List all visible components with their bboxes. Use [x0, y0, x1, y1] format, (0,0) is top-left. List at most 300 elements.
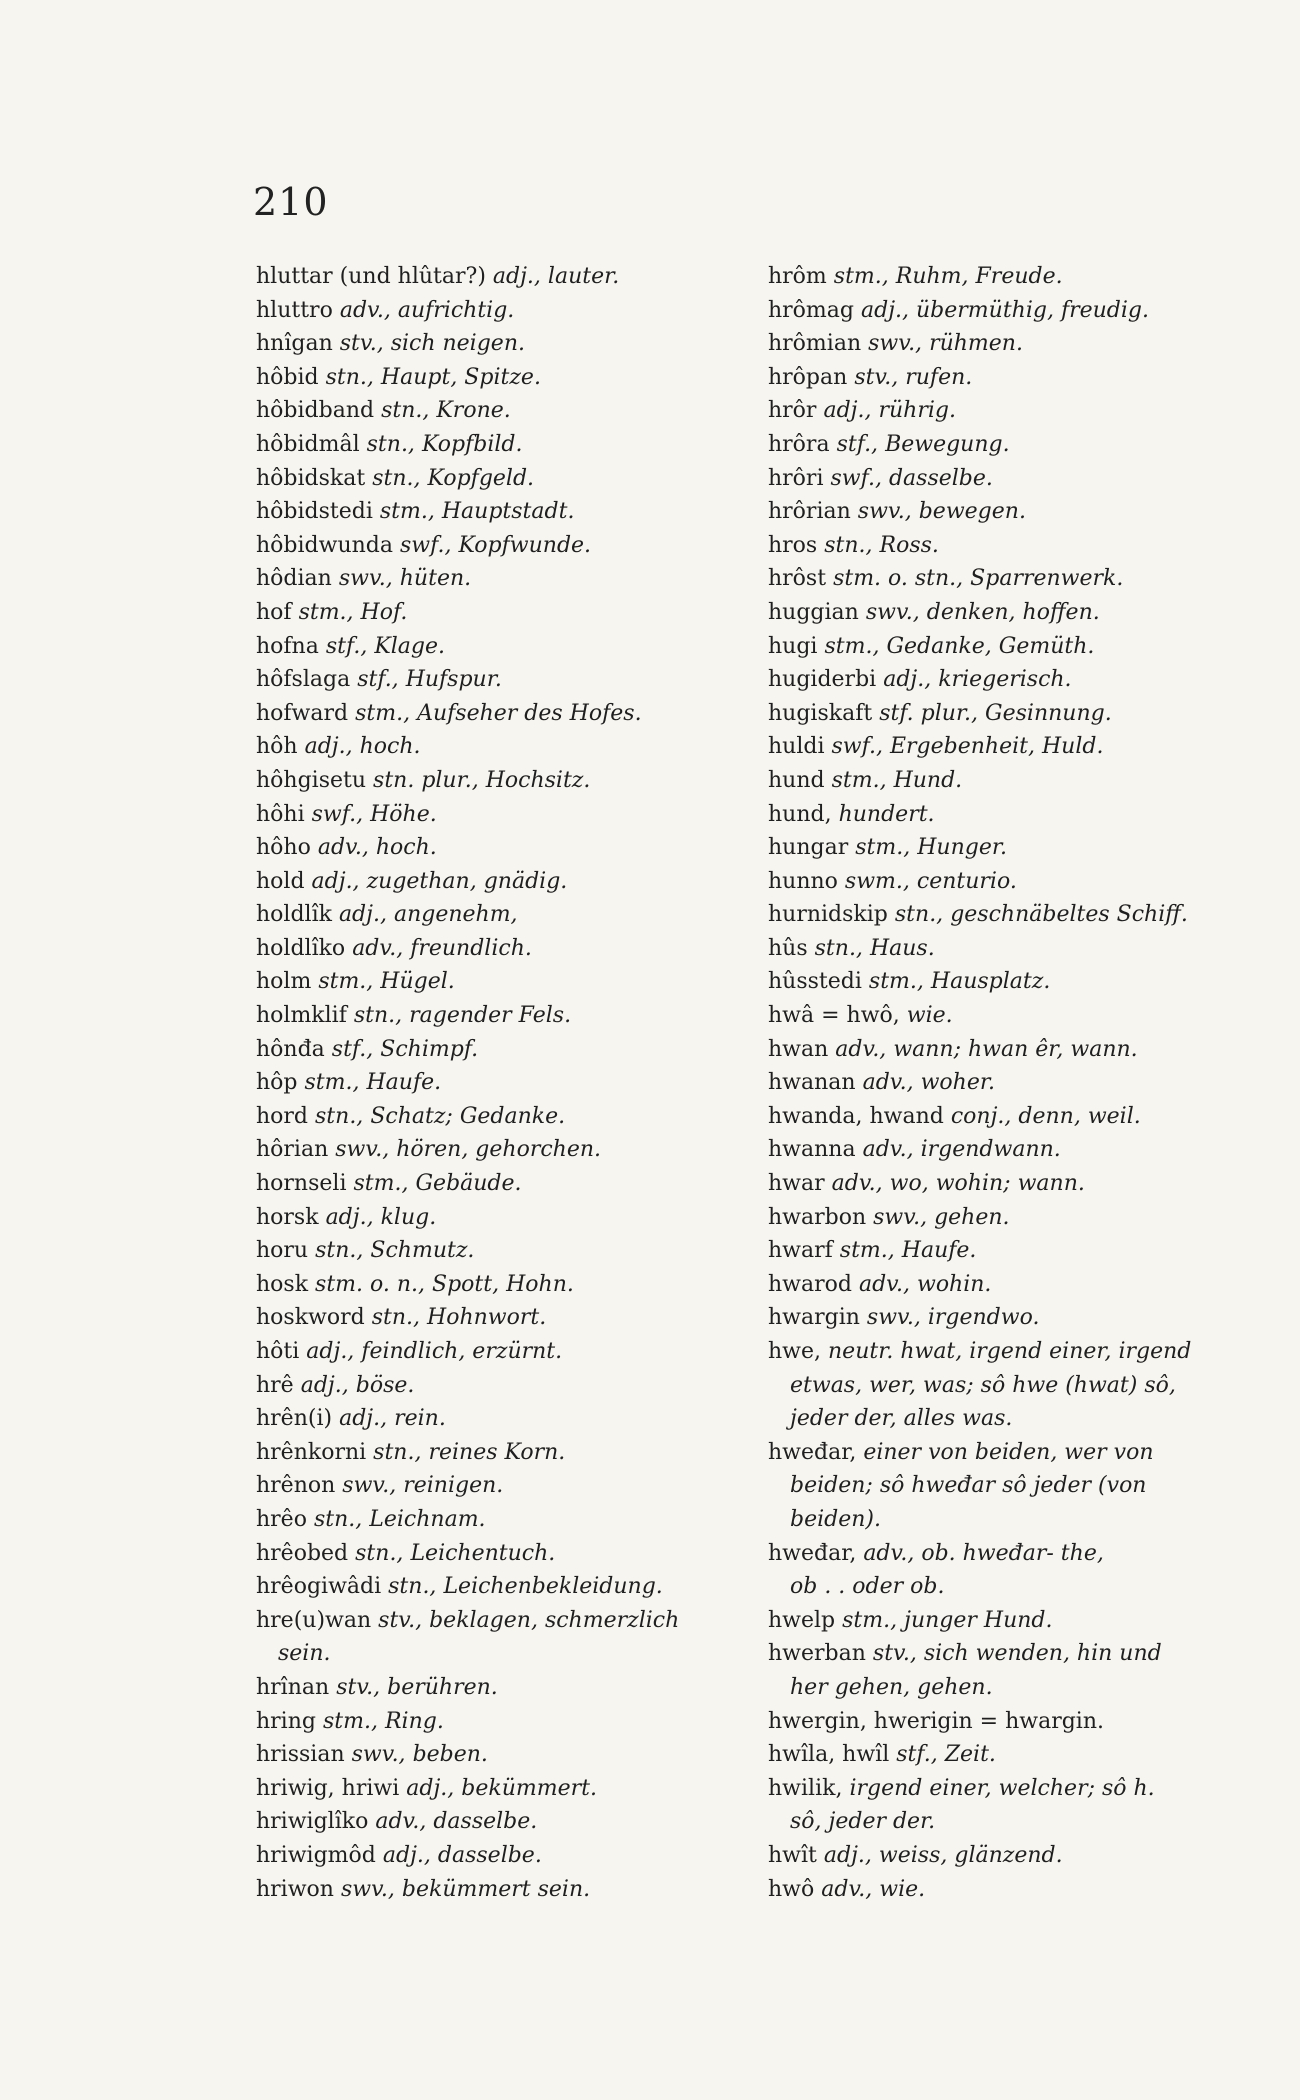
- dictionary-entry: [256, 327, 756, 361]
- entry-definition: lauter.: [547, 264, 620, 289]
- entry-definition: rührig.: [878, 398, 956, 424]
- entry-headword: hornseli: [256, 1171, 347, 1197]
- entry-grammar: stm.,: [298, 599, 354, 625]
- entry-headword: hrôpan: [768, 364, 848, 390]
- entry-definition: geschnäbeltes Schiff.: [950, 902, 1188, 928]
- entry-continuation: etwas, wer, was; sô hwe (hwat) sô,: [790, 1372, 1176, 1398]
- dictionary-entry: [768, 965, 1234, 999]
- entry-grammar: adj.,: [325, 1204, 374, 1230]
- entry-definition: reines Korn.: [428, 1439, 566, 1465]
- entry-headword: hôdian: [256, 566, 332, 592]
- dictionary-entry: [256, 1805, 756, 1839]
- entry-first-line: [256, 965, 756, 999]
- entry-first-line: [768, 529, 1234, 563]
- entry-definition: Hunger.: [917, 835, 1007, 861]
- dictionary-entry: [768, 294, 1234, 328]
- entry-grammar: adj.,: [883, 667, 932, 693]
- dictionary-entry: [768, 831, 1234, 865]
- dictionary-entry: [768, 1705, 1234, 1739]
- entry-headword: hwarod: [768, 1271, 852, 1297]
- dictionary-entry: [256, 1268, 756, 1302]
- dictionary-entry: [768, 764, 1234, 798]
- entry-first-line: [768, 630, 1234, 664]
- dictionary-entry: [256, 1234, 756, 1268]
- entry-definition: Hausplatz.: [930, 969, 1051, 995]
- entry-grammar: swv.,: [857, 499, 912, 525]
- entry-definition: dasselbe.: [433, 1809, 538, 1835]
- entry-first-line: [768, 898, 1234, 932]
- entry-grammar: swf.,: [399, 532, 452, 558]
- dictionary-entry: [768, 1133, 1234, 1167]
- entry-first-line: [768, 999, 1234, 1033]
- entry-definition: Leichentuch.: [410, 1540, 556, 1566]
- entry-definition: Gedanke, Gemüth.: [886, 633, 1095, 659]
- dictionary-entry: [768, 1167, 1234, 1201]
- entry-headword: hôbidstedi: [256, 499, 373, 525]
- entry-definition: ragender Fels.: [409, 1003, 572, 1029]
- entry-definition: Sparrenwerk.: [970, 566, 1124, 592]
- entry-definition: dasselbe.: [888, 465, 993, 491]
- entry-grammar: stn.,: [894, 902, 944, 928]
- entry-definition: Hund.: [893, 767, 963, 793]
- entry-first-line: [768, 663, 1234, 697]
- entry-definition: böse.: [355, 1372, 415, 1398]
- entry-grammar: swv.,: [873, 1204, 928, 1230]
- entry-grammar: stf. plur.,: [879, 700, 979, 726]
- entry-grammar: stm.,: [833, 264, 889, 289]
- entry-headword: hungar: [768, 835, 849, 861]
- entry-definition: Haus.: [869, 935, 935, 961]
- entry-headword: hrêo: [256, 1506, 307, 1532]
- entry-headword: hwarbon: [768, 1204, 867, 1230]
- entry-definition: Haufe.: [366, 1070, 442, 1096]
- entry-definition: irgendwann.: [920, 1137, 1061, 1163]
- entry-definition: Bewegung.: [885, 431, 1010, 457]
- entry-first-line: [256, 1369, 756, 1403]
- entry-grammar: stn.,: [315, 1103, 364, 1129]
- dictionary-entry: [768, 1335, 1234, 1436]
- entry-grammar: adj.,: [823, 398, 872, 424]
- entry-definition: Ross.: [879, 532, 939, 558]
- dictionary-entry: [256, 1738, 756, 1772]
- entry-headword: hrêogiwâdi: [256, 1574, 382, 1600]
- entry-first-line: [768, 260, 1234, 294]
- entry-definition: beben.: [412, 1742, 488, 1768]
- entry-headword: hrôst: [768, 566, 827, 592]
- entry-grammar: adj.,: [339, 1406, 388, 1432]
- entry-headword: hriwiglîko: [256, 1809, 369, 1835]
- entry-grammar: stn.,: [355, 1540, 404, 1566]
- entry-first-line: [256, 932, 756, 966]
- entry-grammar: adv.,: [862, 1137, 914, 1163]
- dictionary-entry: [768, 1537, 1234, 1604]
- entry-first-line: [256, 898, 756, 932]
- entry-first-line: [256, 1873, 756, 1907]
- entry-grammar: swv.,: [340, 1876, 395, 1902]
- entry-headword: hôfslaga: [256, 667, 351, 693]
- entry-first-line: [256, 428, 756, 462]
- entry-definition: feindlich, erzürnt.: [361, 1339, 563, 1364]
- entry-grammar: adj.,: [382, 1842, 431, 1868]
- entry-grammar: stn.,: [388, 1574, 437, 1600]
- dictionary-entry: [768, 1604, 1234, 1638]
- entry-headword: hwît: [768, 1842, 817, 1868]
- entry-first-line: [768, 1133, 1234, 1167]
- entry-grammar: stn.,: [371, 1305, 421, 1331]
- entry-first-line: [256, 1604, 756, 1638]
- entry-first-line: [768, 1839, 1234, 1873]
- entry-first-line: [768, 932, 1234, 966]
- entry-definition: weiss, glänzend.: [878, 1842, 1063, 1868]
- entry-grammar: adv.,: [352, 935, 404, 961]
- entry-first-line: [768, 1604, 1234, 1638]
- entry-headword: hrômian: [768, 331, 862, 357]
- entry-first-line: [768, 865, 1234, 899]
- entry-definition: hüten.: [399, 566, 472, 592]
- entry-definition: junger Hund.: [904, 1607, 1053, 1633]
- dictionary-entry: [768, 260, 1234, 294]
- dictionary-entry: [768, 663, 1234, 697]
- entry-headword: hwilik,: [768, 1775, 843, 1801]
- dictionary-entry: [256, 1772, 756, 1806]
- entry-definition: Haupt, Spitze.: [380, 364, 541, 390]
- dictionary-entry: [768, 596, 1234, 630]
- dictionary-entry: [256, 260, 756, 294]
- entry-grammar: adj.,: [304, 734, 353, 760]
- entry-headword: hrên(i): [256, 1406, 333, 1432]
- entry-definition: sich wenden, hin und: [923, 1641, 1162, 1667]
- dictionary-entry: [768, 999, 1234, 1033]
- entry-grammar: adv.,: [375, 1809, 427, 1835]
- dictionary-entry: [256, 1033, 756, 1067]
- entry-headword: hônđa: [256, 1036, 325, 1062]
- entry-definition: wie.: [906, 1003, 953, 1029]
- entry-first-line: [256, 1268, 756, 1302]
- entry-headword: hwâ = hwô,: [768, 1003, 900, 1029]
- entry-first-line: [768, 1100, 1234, 1134]
- dictionary-entry: [768, 730, 1234, 764]
- entry-first-line: [256, 999, 756, 1033]
- entry-first-line: [256, 1503, 756, 1537]
- entry-headword: hweđar,: [768, 1540, 857, 1566]
- entry-first-line: [768, 831, 1234, 865]
- entry-first-line: [256, 1570, 756, 1604]
- entry-first-line: [768, 730, 1234, 764]
- entry-grammar: swv.,: [338, 566, 393, 592]
- entry-continuation: jeder der, alles was.: [790, 1406, 1013, 1432]
- entry-grammar: stm.,: [868, 969, 924, 995]
- entry-headword: hôbidmâl: [256, 431, 360, 457]
- entry-grammar: adv.,: [831, 1171, 883, 1197]
- entry-definition: Gesinnung.: [985, 700, 1112, 726]
- entry-grammar: adj.,: [406, 1775, 455, 1801]
- entry-definition: Kopfbild.: [421, 431, 523, 457]
- entry-headword: hosk: [256, 1271, 309, 1297]
- entry-headword: hrômag: [768, 297, 854, 323]
- dictionary-entry: [768, 1234, 1234, 1268]
- entry-definition: bewegen.: [918, 499, 1026, 525]
- entry-headword: hwar: [768, 1171, 825, 1197]
- dictionary-entry: [768, 529, 1234, 563]
- dictionary-entry: [768, 1839, 1234, 1873]
- entry-headword: hwergin, hwerigin = hwargin.: [768, 1708, 1105, 1734]
- entry-definition: berühren.: [387, 1674, 498, 1700]
- entry-headword: hofna: [256, 633, 319, 659]
- dictionary-entry: [768, 495, 1234, 529]
- entry-headword: hrînan: [256, 1674, 330, 1700]
- entry-first-line: [256, 1066, 756, 1100]
- entry-definition: wo, wohin; wann.: [889, 1171, 1085, 1197]
- entry-definition: Aufseher des Hofes.: [417, 700, 642, 726]
- entry-definition: denn, weil.: [1018, 1103, 1141, 1129]
- entry-headword: hôbid: [256, 364, 319, 390]
- entry-grammar: stv.,: [336, 1674, 381, 1700]
- entry-definition: angenehm,: [393, 902, 518, 928]
- entry-first-line: [256, 1033, 756, 1067]
- entry-definition: Schimpf.: [380, 1036, 479, 1062]
- entry-first-line: [768, 1436, 1234, 1470]
- dictionary-entry: [768, 1301, 1234, 1335]
- entry-definition: kriegerisch.: [938, 667, 1072, 693]
- dictionary-entry: [256, 1301, 756, 1335]
- entry-grammar: adv.,: [858, 1271, 910, 1297]
- entry-first-line: [768, 1637, 1234, 1671]
- entry-grammar: adv.,: [317, 835, 369, 861]
- entry-definition: rein.: [394, 1406, 446, 1432]
- entry-definition: Spott, Hohn.: [432, 1271, 574, 1297]
- entry-definition: Hufspur.: [405, 667, 502, 693]
- entry-definition: aufrichtig.: [397, 297, 515, 323]
- entry-definition: hoch.: [359, 734, 421, 760]
- entry-definition: Schatz; Gedanke.: [370, 1103, 566, 1129]
- entry-first-line: [256, 1100, 756, 1134]
- dictionary-entry: [256, 831, 756, 865]
- entry-grammar: stn.,: [313, 1506, 363, 1532]
- dictionary-entry: [768, 630, 1234, 664]
- dictionary-entry: [256, 1671, 756, 1705]
- entry-definition: Hohnwort.: [427, 1305, 547, 1331]
- entry-headword: hôbidwunda: [256, 532, 393, 558]
- entry-grammar: stn.,: [353, 1003, 403, 1029]
- entry-headword: hrênkorni: [256, 1439, 367, 1465]
- entry-first-line: [768, 1537, 1234, 1571]
- entry-first-line: [256, 394, 756, 428]
- entry-first-line: [256, 1301, 756, 1335]
- entry-first-line: [768, 596, 1234, 630]
- dictionary-entry: [768, 562, 1234, 596]
- entry-definition: reinigen.: [403, 1473, 504, 1499]
- entry-grammar: swv.,: [865, 599, 920, 625]
- entry-first-line: [256, 1234, 756, 1268]
- entry-definition: bekümmert.: [461, 1775, 597, 1801]
- entry-definition: rühmen.: [929, 331, 1023, 357]
- dictionary-entry: [256, 394, 756, 428]
- dictionary-entry: [256, 932, 756, 966]
- entry-first-line: [256, 462, 756, 496]
- entry-definition: wie.: [879, 1876, 926, 1902]
- entry-grammar: stm.,: [353, 1171, 409, 1197]
- dictionary-entry: [256, 697, 756, 731]
- entry-grammar: stf.,: [357, 667, 399, 693]
- entry-headword: hof: [256, 599, 292, 625]
- entry-first-line: [256, 798, 756, 832]
- entry-headword: hluttro: [256, 297, 333, 323]
- entry-headword: holm: [256, 969, 312, 995]
- entry-first-line: [256, 1839, 756, 1873]
- entry-grammar: stf.,: [836, 431, 879, 457]
- entry-definition: Kopfgeld.: [427, 465, 535, 491]
- entry-headword: horsk: [256, 1204, 319, 1230]
- entry-first-line: [256, 495, 756, 529]
- entry-headword: hrêobed: [256, 1540, 349, 1566]
- dictionary-entry: [768, 361, 1234, 395]
- dictionary-entry: [256, 294, 756, 328]
- entry-definition: freundlich.: [410, 935, 532, 961]
- entry-grammar: swv.,: [351, 1742, 406, 1768]
- entry-definition: beklagen, schmerzlich: [429, 1607, 680, 1633]
- entry-grammar: stm.,: [318, 969, 374, 995]
- entry-first-line: [256, 730, 756, 764]
- entry-headword: hwe,: [768, 1339, 822, 1364]
- entry-definition: Zeit.: [944, 1742, 996, 1768]
- dictionary-entry: [256, 1570, 756, 1604]
- entry-first-line: [768, 1201, 1234, 1235]
- entry-definition: ob. hweđar- the,: [921, 1540, 1104, 1566]
- entry-grammar: swv.,: [868, 331, 923, 357]
- dictionary-entry: [256, 1873, 756, 1907]
- entry-grammar: adj.,: [861, 297, 910, 323]
- entry-grammar: adv.,: [862, 1070, 914, 1096]
- entry-headword: hôp: [256, 1070, 298, 1096]
- entry-definition: klug.: [380, 1204, 437, 1230]
- entry-grammar: stm. o. stn.,: [833, 566, 964, 592]
- entry-headword: hugiskaft: [768, 700, 873, 726]
- entry-first-line: [768, 1066, 1234, 1100]
- dictionary-entry: [256, 999, 756, 1033]
- entry-definition: denken, hoffen.: [926, 599, 1100, 625]
- entry-grammar: stm.,: [831, 767, 887, 793]
- entry-first-line: [768, 764, 1234, 798]
- entry-first-line: [256, 1671, 756, 1705]
- entry-headword: hwanda, hwand: [768, 1103, 944, 1129]
- dictionary-entry: [256, 798, 756, 832]
- entry-grammar: swf.,: [830, 465, 882, 491]
- entry-grammar: adv.,: [821, 1876, 873, 1902]
- entry-first-line: [256, 630, 756, 664]
- entry-headword: hwelp: [768, 1607, 836, 1633]
- entry-definition: Kopfwunde.: [458, 532, 592, 558]
- entry-definition: woher.: [920, 1070, 995, 1096]
- entry-headword: hre(u)wan: [256, 1607, 372, 1633]
- dictionary-entry: [768, 1436, 1234, 1537]
- dictionary-entry: [256, 1839, 756, 1873]
- entry-definition: zugethan, gnädig.: [366, 868, 568, 894]
- dictionary-entry: [256, 1469, 756, 1503]
- dictionary-entry: [256, 898, 756, 932]
- dictionary-entry: [768, 327, 1234, 361]
- right-column: [768, 260, 1234, 1906]
- dictionary-entry: [256, 529, 756, 563]
- entry-first-line: [768, 1705, 1234, 1739]
- entry-first-line: [256, 529, 756, 563]
- entry-first-line: [256, 1133, 756, 1167]
- entry-definition: Hügel.: [380, 969, 455, 995]
- entry-first-line: [256, 1772, 756, 1806]
- entry-definition: Leichenbekleidung.: [443, 1574, 663, 1600]
- entry-headword: hrôm: [768, 264, 827, 289]
- entry-definition: Ergebenheit, Huld.: [889, 734, 1104, 760]
- dictionary-entry: [256, 1133, 756, 1167]
- dictionary-entry: [768, 1268, 1234, 1302]
- entry-definition: Klage.: [374, 633, 446, 659]
- entry-grammar: adj.,: [338, 902, 387, 928]
- entry-grammar: adj.,: [306, 1339, 355, 1364]
- entry-grammar: swm.,: [844, 868, 910, 894]
- entry-first-line: [768, 1873, 1234, 1907]
- entry-headword: hûsstedi: [768, 969, 862, 995]
- entry-first-line: [768, 495, 1234, 529]
- dictionary-entry: [768, 865, 1234, 899]
- entry-definition: sich neigen.: [390, 331, 525, 357]
- entry-first-line: [768, 1033, 1234, 1067]
- entry-definition: wohin.: [916, 1271, 992, 1297]
- entry-definition: hwat, irgend einer, irgend: [900, 1339, 1192, 1364]
- entry-headword: hwô: [768, 1876, 815, 1902]
- entry-headword: hugi: [768, 633, 818, 659]
- entry-headword: hrê: [256, 1372, 294, 1398]
- entry-first-line: [256, 865, 756, 899]
- dictionary-entry: [256, 1167, 756, 1201]
- dictionary-entry: [768, 1873, 1234, 1907]
- entry-headword: hôbidskat: [256, 465, 366, 491]
- entry-headword: holdlîk: [256, 902, 332, 928]
- entry-grammar: neutr.: [828, 1339, 894, 1364]
- entry-definition: centurio.: [916, 868, 1017, 894]
- entry-definition: Hauptstadt.: [441, 499, 575, 525]
- entry-headword: hûs: [768, 935, 808, 961]
- entry-grammar: swf.,: [311, 801, 364, 827]
- entry-first-line: [256, 764, 756, 798]
- entry-grammar: stm.,: [855, 835, 911, 861]
- entry-headword: hunno: [768, 868, 838, 894]
- entry-headword: hwerban: [768, 1641, 866, 1667]
- entry-first-line: [256, 1805, 756, 1839]
- entry-first-line: [256, 697, 756, 731]
- entry-first-line: [768, 1335, 1234, 1369]
- dictionary-entry: [256, 1335, 756, 1369]
- entry-headword: hôho: [256, 835, 311, 861]
- entry-first-line: [256, 1436, 756, 1470]
- entry-grammar: stv.,: [339, 331, 384, 357]
- entry-grammar: adv.,: [339, 297, 391, 323]
- entry-headword: hund: [768, 767, 825, 793]
- entry-grammar: swv.,: [866, 1305, 921, 1331]
- entry-headword: hriwig, hriwi: [256, 1775, 400, 1801]
- entry-first-line: [256, 1469, 756, 1503]
- dictionary-entry: [256, 1066, 756, 1100]
- entry-first-line: [256, 361, 756, 395]
- entry-grammar: stn.,: [366, 431, 415, 457]
- entry-grammar: stm.,: [355, 700, 411, 726]
- dictionary-entry: [256, 1604, 756, 1671]
- dictionary-entry: [256, 1503, 756, 1537]
- dictionary-entry: [256, 965, 756, 999]
- entry-continuation: sein.: [278, 1641, 331, 1667]
- entry-grammar: stn.,: [315, 1238, 364, 1264]
- entry-first-line: [768, 798, 1234, 832]
- entry-first-line: [256, 1402, 756, 1436]
- dictionary-entry: [768, 1772, 1234, 1839]
